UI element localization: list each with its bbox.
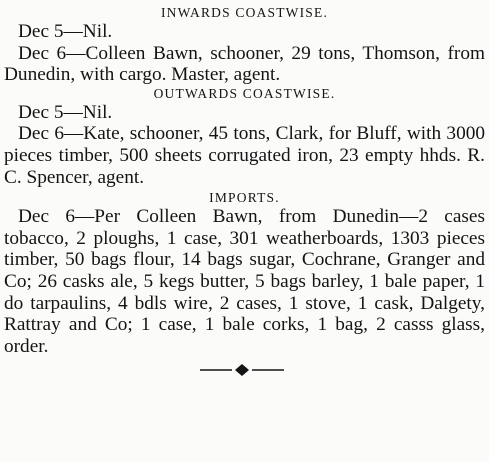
- outwards-entry-dec-5-text: Dec 5—Nil.: [18, 101, 113, 123]
- imports-entry-dec-6: [4, 206, 485, 357]
- inwards-entry-dec-6-text: Dec 6—Colleen Bawn, schooner, 29 tons, Thomson, from Dunedin, with cargo. Master, agent.: [4, 42, 485, 86]
- imports-heading: IMPORTS.: [209, 190, 280, 206]
- outwards-coastwise-heading: OUTWARDS COASTWISE.: [153, 85, 336, 101]
- outwards-entry-dec-6: [4, 123, 485, 188]
- inwards-coastwise-heading: INWARDS COASTWISE.: [160, 5, 329, 20]
- imports-entry-dec-6-text: Dec 6—Per Colleen Bawn, from Dunedin—2 cases tobacco, 2 ploughs, 1 case, 301 weatherboards, 1303 pieces timber, 50 bags flour, 14 bags sugar, Cochrane, Granger and Co; 26 casks ale, 5 kegs butter, 5 bags barley, 1 bale paper, 1 do tarpaulins, 4 bdls wire, 2 cases, 1 stove, 1 cask, Dalgety, Rattray and Co; 1 case, 1 bale corks, 1 bag, 2 casss glass, order.: [4, 206, 485, 357]
- outwards-entry-dec-6-text: Dec 6—Kate, schooner, 45 tons, Clark, for Bluff, with 3000 pieces timber, 500 sheets corrugated iron, 23 empty hhds. R. C. Spencer, agent.: [4, 123, 485, 188]
- inwards-entry-dec-5-text: Dec 5—Nil.: [18, 21, 113, 42]
- inwards-entry-dec-6: [4, 43, 485, 86]
- outwards-entry-dec-5: [4, 102, 485, 124]
- inwards-entry-dec-5: [4, 21, 485, 43]
- divider-diamond-icon: [4, 363, 485, 377]
- ornamental-divider: [4, 363, 485, 377]
